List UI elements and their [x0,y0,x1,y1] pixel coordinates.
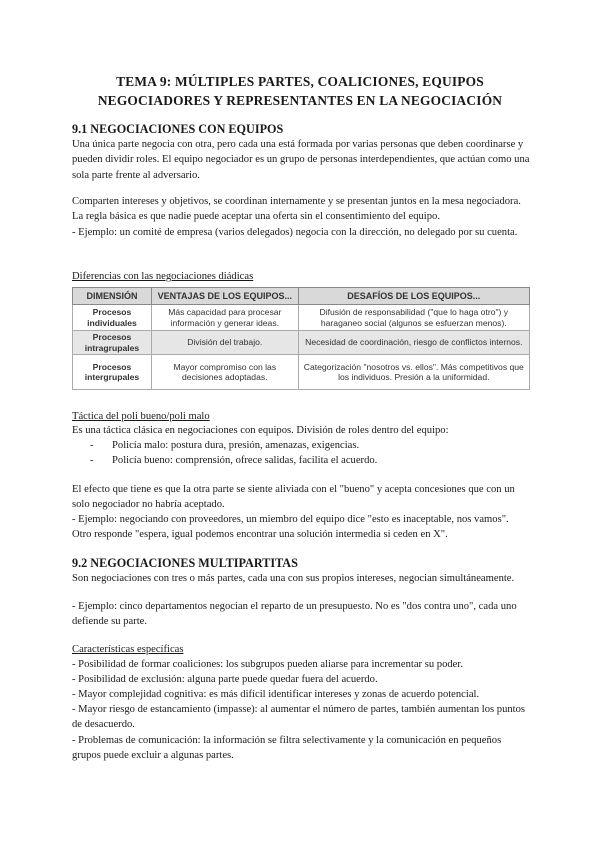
table-cell-dimension: Procesos individuales [73,305,152,331]
table-row [73,305,530,331]
column-header: DESAFÍOS DE LOS EQUIPOS... [298,288,529,305]
paragraph-effect: El efecto que tiene es que la otra parte se siente aliviada con el "bueno" y acepta concesiones que con un solo negociador no habría aceptado. [72,484,515,511]
section-heading-9-2: 9.2 NEGOCIACIONES MULTIPARTITAS [72,556,298,570]
column-header: DIMENSIÓN [73,288,152,305]
differences-table [72,287,530,390]
section-heading-9-1: 9.1 NEGOCIACIONES CON EQUIPOS [72,122,284,136]
tactic-intro: Es una táctica clásica en negociaciones con equipos. División de roles dentro del equipo: [72,425,449,436]
characteristics-subheading: Características específicas [72,644,184,655]
paragraph-team-example: - Ejemplo: un comité de empresa (varios delegados) negocia con la dirección, no delegado por su cuenta. [72,227,518,238]
paragraph-team-rules: Comparten intereses y objetivos, se coordinan internamente y se presentan juntos en la mesa negociadora. La regla básica es que nadie puede aceptar una oferta sin el consentimiento del equipo. [72,196,521,223]
table-cell-advantage: Mayor compromiso con las decisiones adoptadas. [152,355,299,390]
list-item: - Policía malo: postura dura, presión, amenazas, exigencias. [90,440,360,451]
table-cell-dimension: Procesos intragrupales [73,331,152,355]
list-item: - Mayor complejidad cognitiva: es más difícil identificar intereses y zonas de acuerdo potencial. [72,689,480,700]
table-cell-challenge: Difusión de responsabilidad ("que lo haga otro") y haraganeo social (algunos se esfuerzan menos). [298,305,529,331]
title-line-1: TEMA 9: MÚLTIPLES PARTES, COALICIONES, EQUIPOS [116,74,484,89]
bullet-text: Policía bueno: comprensión, ofrece salidas, facilita el acuerdo. [112,455,378,466]
paragraph-effect-example: - Ejemplo: negociando con proveedores, un miembro del equipo dice "esto es inaceptable, nos vamos". Otro responde "espera, igual podemos encontrar una solución intermedia si ceden en X". [72,514,509,541]
title-line-2: NEGOCIADORES Y REPRESENTANTES EN LA NEGOCIACIÓN [97,93,503,108]
table-row [73,331,530,355]
list-item: - Posibilidad de formar coaliciones: los subgrupos pueden aliarse para incrementar su poder. [72,659,463,670]
table-header-row [73,288,530,305]
paragraph-team-definition: Una única parte negocia con otra, pero cada una está formada por varias personas que deben coordinarse y pueden dividir roles. El equipo negociador es un grupo de personas interdependientes, que actúan como una sola parte frente al adversario. [72,139,530,181]
table-cell-challenge: Categorización "nosotros vs. ellos". Más competitivos que los individuos. Presión a la uniformidad. [298,355,529,390]
paragraph-multiparty-definition: Son negociaciones con tres o más partes, cada una con sus propios intereses, negocian simultáneamente. [72,573,515,584]
list-item: - Policía bueno: comprensión, ofrece salidas, facilita el acuerdo. [90,455,378,466]
tactic-subheading: Táctica del poli bueno/poli malo [72,411,210,422]
page-title [40,72,560,110]
list-item: - Problemas de comunicación: la información se filtra selectivamente y la comunicación en pequeños grupos puede excluir a algunas partes. [72,735,502,762]
table-cell-dimension: Procesos intergrupales [73,355,152,390]
table-cell-challenge: Necesidad de coordinación, riesgo de conflictos internos. [298,331,529,355]
table-cell-advantage: División del trabajo. [152,331,299,355]
table-row [73,355,530,390]
list-item: - Posibilidad de exclusión: alguna parte puede quedar fuera del acuerdo. [72,674,378,685]
diff-subheading: Diferencias con las negociaciones diádicas [72,271,254,282]
column-header: VENTAJAS DE LOS EQUIPOS... [152,288,299,305]
list-item: - Mayor riesgo de estancamiento (impasse): al aumentar el número de partes, también aumentan los puntos de desacuerdo. [72,704,526,731]
table-cell-advantage: Más capacidad para procesar información y generar ideas. [152,305,299,331]
bullet-text: Policía malo: postura dura, presión, amenazas, exigencias. [112,440,360,451]
paragraph-multiparty-example: - Ejemplo: cinco departamentos negocian el reparto de un presupuesto. No es "dos contra uno", cada uno defiende su parte. [72,601,517,628]
